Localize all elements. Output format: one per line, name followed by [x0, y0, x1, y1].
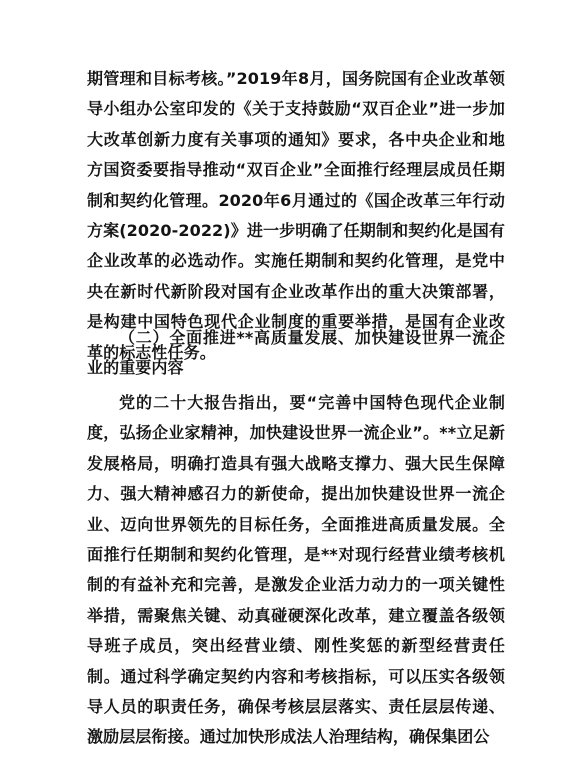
section-heading: （二）全面推进**高质量发展、加快建设世界一流企业的重要内容	[87, 328, 505, 378]
body-paragraph: 期管理和目标考核。”2019年8月，国务院国有企业改革领导小组办公室印发的《关于支持鼓励“双百企业”进一步加大改革创新力度有关事项的通知》要求，各中央企业和地方国资委要指导推动“双百企业”全面推行经理层成员任期制和契约化管理。2020年6月通过的《国企改革三年行动方案(2020-2022)》进一步明确了任期制和契约化是国有企业改革的必选动作。实施任期制和契约化管理，是党中央在新时代新阶段对国有企业改革作出的重大决策部署，是构建中国特色现代企业制度的重要举措，是国有企业改革的标志性任务。	[87, 69, 505, 362]
body-paragraph: 党的二十大报告指出，要“完善中国特色现代企业制度，弘扬企业家精神，加快建设世界一流企业”。**立足新发展格局，明确打造具有强大战略支撑力、强大民生保障力、强大精神感召力的新使命，提出加快建设世界一流企业、迈向世界领先的目标任务，全面推进高质量发展。全面推行任期制和契约化管理，是**对现行经营业绩考核机制的有益补充和完善，是激发企业活力动力的一项关键性举措，需聚焦关键、动真碰硬深化改革，建立覆盖各级领导班子成员，突出经营业绩、刚性奖惩的新型经营责任制。通过科学确定契约内容和考核指标，可以压实各级领导人员的职责任务，确保考核层层落实、责任层层传递、激励层层衔接。通过加快形成法人治理结构，确保集团公	[87, 393, 505, 747]
